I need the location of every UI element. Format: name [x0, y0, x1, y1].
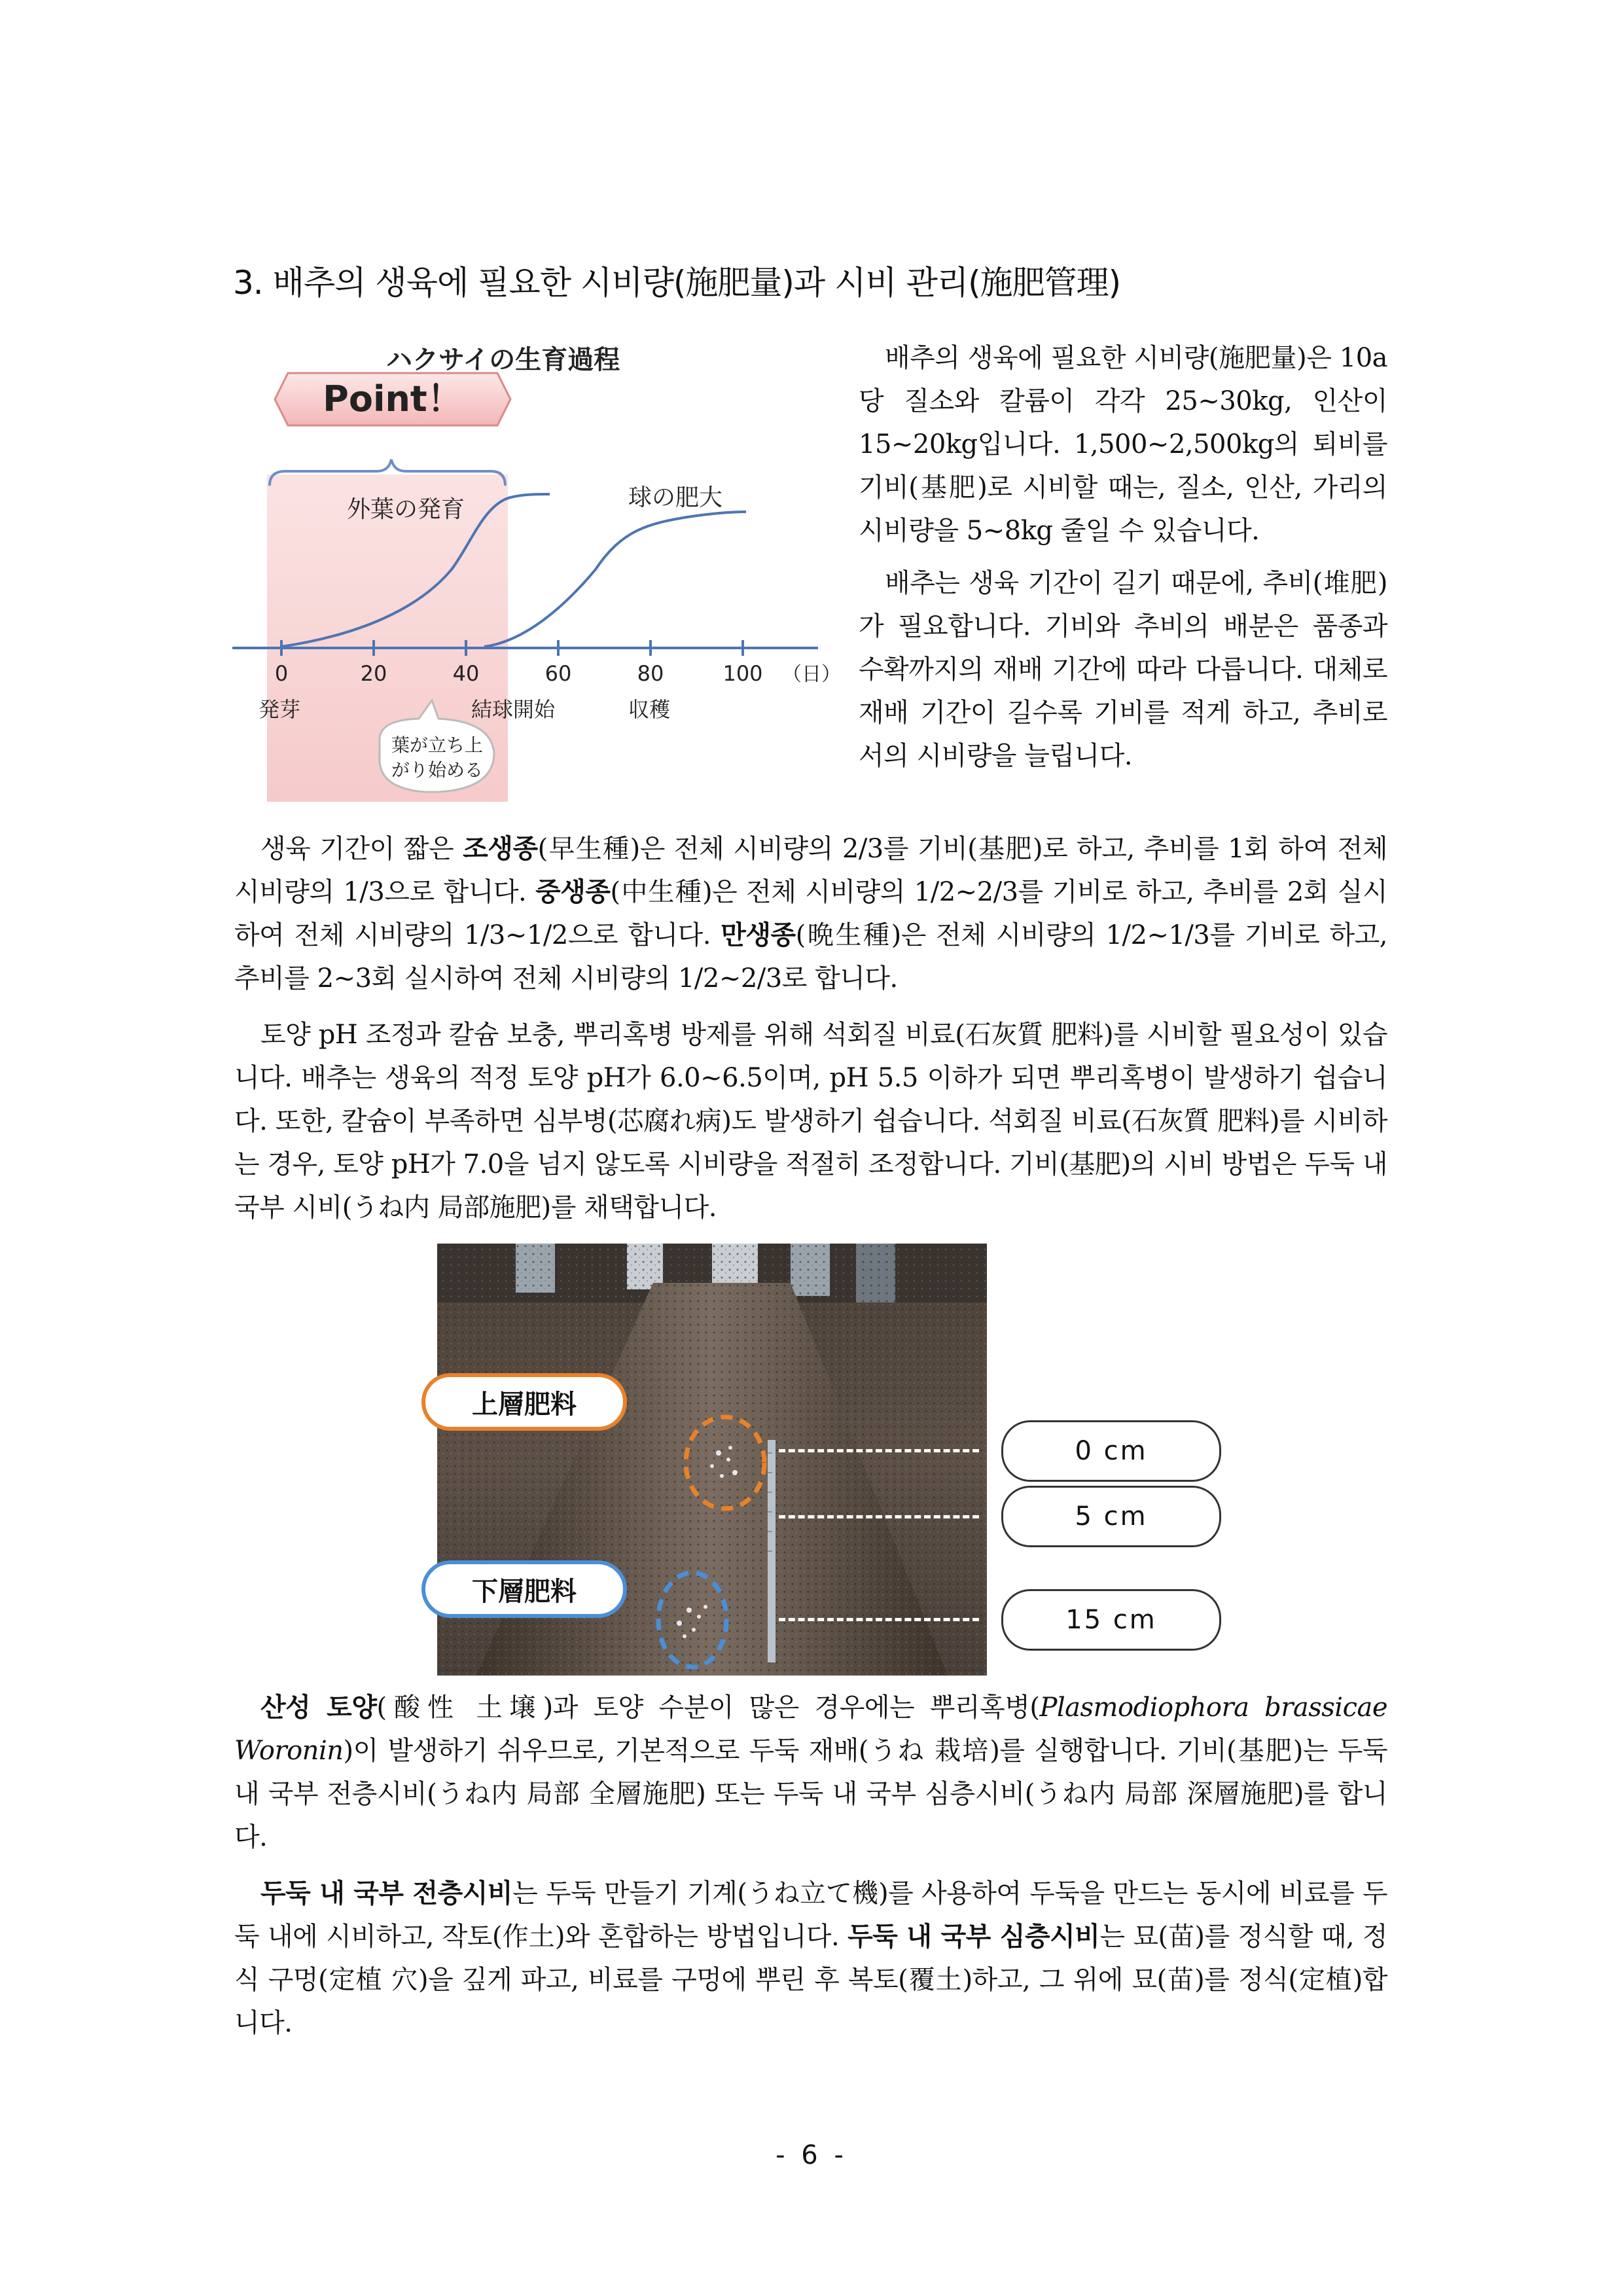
depth-line-15	[779, 1618, 979, 1621]
text: 는 두둑 만들기 기계(うね立て機)를 사용하여 두둑을 만드는 동시에 비료를 두둑 내에 시비하고, 작토(作土)와 혼합하는 방법입니다.	[234, 1878, 1387, 1952]
bubble-text-line2: がり始める	[391, 759, 484, 781]
tick-label: 0	[274, 661, 289, 686]
text: (酸性 土壌)과 토양 수분이 많은 경우에는 뿌리혹병(	[376, 1693, 1040, 1723]
depth-label-5cm: 5 cm	[1001, 1486, 1221, 1547]
depth-line-5	[779, 1515, 979, 1518]
text: )이 발생하기 쉬우므로, 기본적으로 두둑 재배(うね 栽培)를 실행합니다. 기비(基肥)는 두둑 내 국부 전층시비(うね内 局部 全層施肥) 또는 두둑 내 국부 심층시비(うね内 局部 深層施肥)를 합니다.	[234, 1736, 1387, 1852]
page-number: - 6 -	[776, 2140, 847, 2170]
paragraph-lime-fertilizer: 토양 pH 조정과 칼슘 보충, 뿌리혹병 방제를 위해 석회질 비료(石灰質 肥料)를 시비할 필요성이 있습니다. 배추는 생육의 적정 토양 pH가 6.0~6.5이며, pH 5.5 이하가 되면 뿌리혹병이 발생하기 쉽습니다. 또한, 칼슘이 부족하면 심부병(芯腐れ病)도 발생하기 쉽습니다. 석회질 비료(石灰質 肥料)를 시비하는 경우, 토양 pH가 7.0을 넘지 않도록 시비량을 적절히 조정합니다. 기비(基肥)의 시비 방법은 두둑 내 국부 시비(うね内 局部施肥)를 채택합니다.	[234, 1020, 1387, 1223]
growth-curve-diagram	[229, 334, 841, 812]
depth-line-0	[779, 1449, 979, 1452]
scientific-name: Plasmodiophora brassicae Woronin	[234, 1693, 1387, 1766]
text: (中生種)은 전체 시비량의 1/2~2/3를 기비로 하고, 추비를 2회 실시하여 전체 시비량의 1/3~1/2으로 합니다.	[234, 877, 1387, 950]
growth-process-figure	[229, 334, 841, 812]
term-early-variety: 조생종	[463, 834, 538, 864]
bubble-text-line1: 葉が立ち上	[391, 734, 484, 756]
head-growth-label: 球の肥大	[628, 484, 723, 511]
lower-fertilizer-label: 下層肥料	[421, 1560, 627, 1618]
paragraph-acid-soil	[234, 1686, 1387, 1859]
depth-label-0cm: 0 cm	[1001, 1420, 1221, 1482]
paragraph-fertilizer-amount: 배추의 생육에 필요한 시비량(施肥量)은 10a당 질소와 칼륨이 각각 25~30kg, 인산이 15~20kg입니다. 1,500~2,500kg의 퇴비를 기비(基肥)로 시비할 때는, 질소, 인산, 가리의 시비량을 5~8kg 줄일 수 있습니다.	[859, 343, 1387, 546]
paragraph-topdressing: 배추는 생육 기간이 길기 때문에, 추비(堆肥)가 필요합니다. 기비와 추비의 배분은 품종과 수확까지의 재배 기간에 따라 다릅니다. 대체로 재배 기간이 길수록 기비를 적게 하고, 추비로서의 시비량을 늘립니다.	[859, 568, 1387, 771]
text: 는 묘(苗)를 정식할 때, 정식 구멍(定植 穴)을 깊게 파고, 비료를 구멍에 뿌린 후 복토(覆土)하고, 그 위에 묘(苗)를 정식(定植)합니다.	[234, 1922, 1388, 2038]
tick-label: 60	[544, 661, 572, 686]
stage-harvest-label: 収穫	[628, 697, 671, 722]
depth-label-15cm: 15 cm	[1001, 1589, 1221, 1651]
term-deep-layer-fertilization: 두둑 내 국부 심층시비	[847, 1922, 1100, 1952]
head-growth-curve	[484, 512, 746, 647]
tick-label: 40	[452, 661, 480, 686]
tick-label: 20	[360, 661, 387, 686]
paragraph-variety-allocation	[234, 827, 1387, 1000]
term-full-layer-fertilization: 두둑 내 국부 전층시비	[260, 1878, 513, 1909]
section-heading: 3. 배추의 생육에 필요한 시비량(施肥量)과 시비 관리(施肥管理)	[233, 264, 1121, 302]
outer-leaf-label: 外葉の発育	[347, 496, 465, 523]
tick-label: 80	[637, 661, 664, 686]
figure-title: ハクサイの生育過程	[386, 345, 620, 375]
term-late-variety: 만생종	[721, 920, 796, 950]
tick-label: 100	[722, 661, 763, 686]
text: 생육 기간이 짧은	[260, 834, 463, 864]
stage-germination-label: 発芽	[259, 697, 301, 722]
upper-fertilizer-label: 上層肥料	[421, 1373, 627, 1431]
paragraph-ridge-fertilization	[234, 1872, 1387, 2045]
axis-unit-label: （日）	[782, 663, 841, 686]
text: (早生種)은 전체 시비량의 2/3를 기비(基肥)로 하고, 추비를 1회 하여 전체 시비량의 1/3으로 합니다.	[234, 834, 1387, 907]
point-label: Point！	[323, 378, 463, 420]
text: (晩生種)은 전체 시비량의 1/2~1/3를 기비로 하고, 추비를 2~3회 실시하여 전체 시비량의 1/2~2/3로 합니다.	[234, 920, 1388, 994]
term-mid-variety: 중생종	[535, 877, 611, 907]
stage-heading-label: 結球開始	[471, 697, 556, 722]
term-acid-soil: 산성 토양	[260, 1693, 377, 1723]
